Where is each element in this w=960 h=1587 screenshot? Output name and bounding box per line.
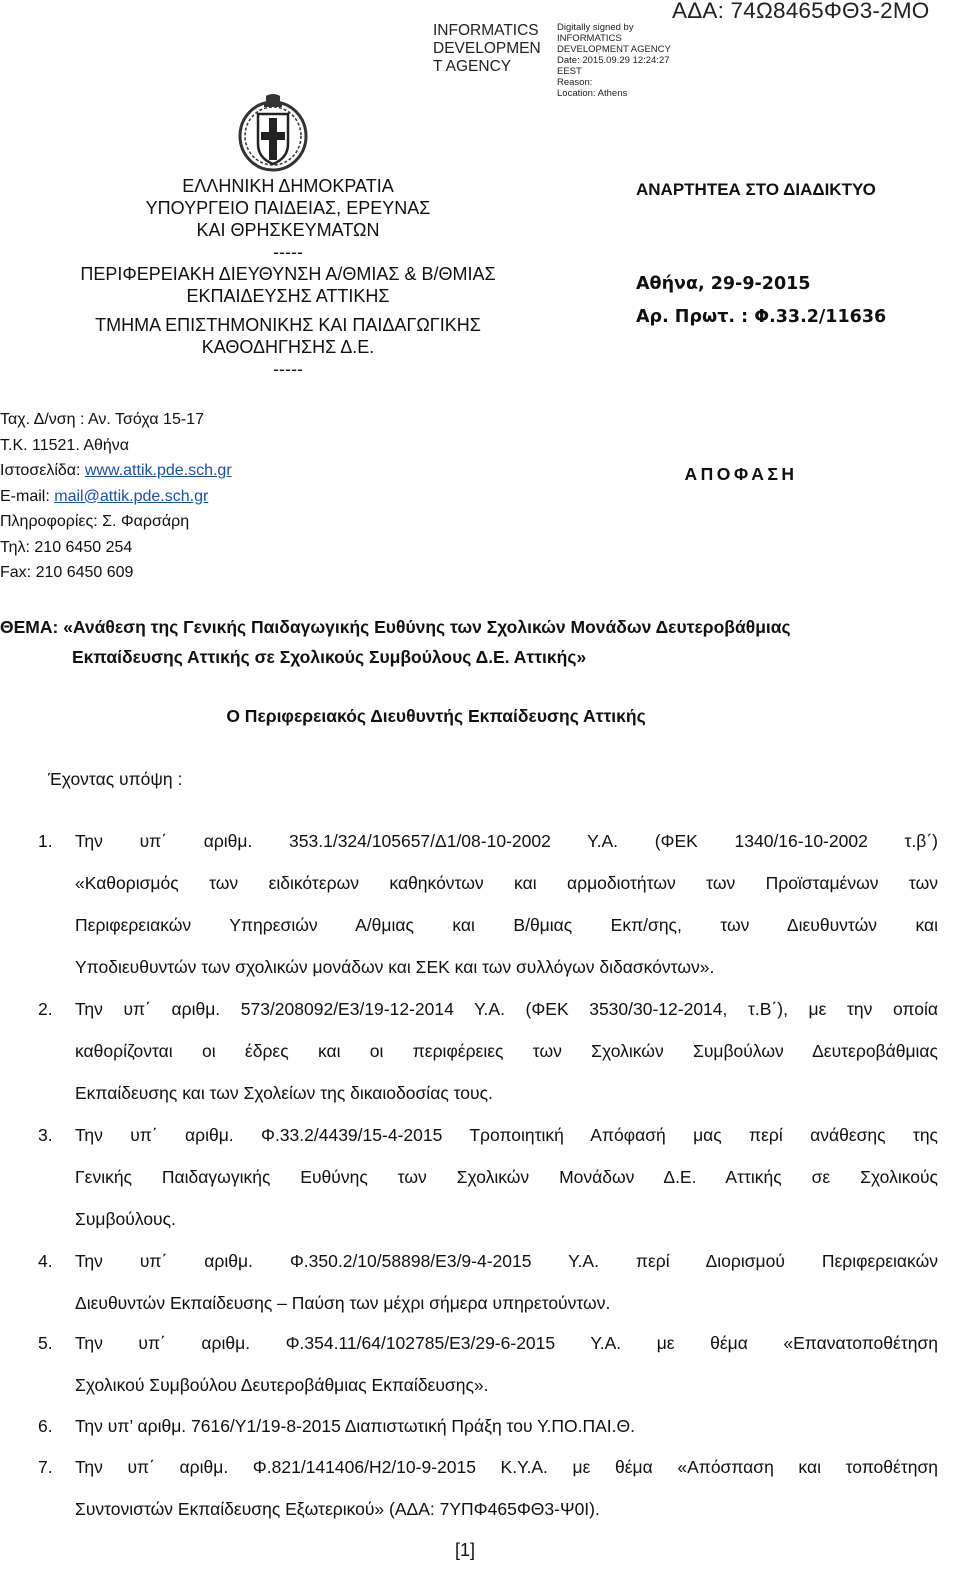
contact-fax: Fax: 210 6450 609 — [0, 564, 134, 581]
item-line: Διευθυντών Εκπαίδευσης – Παύση των μέχρι σήμερα υπηρετούντων. — [75, 1293, 611, 1313]
website-link[interactable]: www.attik.pde.sch.gr — [84, 462, 232, 479]
item-line: Την υπ’ αριθμ. 7616/Υ1/19-8-2015 Διαπιστωτική Πράξη του Υ.ΠΟ.ΠΑΙ.Θ. — [75, 1416, 635, 1436]
item-number: 1. — [38, 831, 53, 851]
signature-detail-line: Digitally signed by — [557, 22, 634, 33]
signature-details — [557, 22, 671, 99]
signature-detail-line: EEST — [557, 66, 582, 77]
authority-line: ΚΑΙ ΘΡΗΣΚΕΥΜΑΤΩΝ — [196, 220, 380, 240]
contact-info: Πληροφορίες: Σ. Φαρσάρη — [0, 513, 190, 530]
subject — [0, 612, 950, 672]
website-label: Ιστοσελίδα: — [0, 462, 85, 479]
item-line: «Καθορισμός των ειδικότερων καθηκόντων και αρμοδιοτήτων των Προϊσταμένων των — [75, 873, 938, 893]
item-line: Υποδιευθυντών των σχολικών μονάδων και ΣΕΚ και των συλλόγων διδασκόντων». — [75, 957, 715, 977]
ada-code: ΑΔΑ: 74Ω8465ΦΘ3-2ΜΟ — [672, 0, 930, 23]
item-line: Εκπαίδευσης και των Σχολείων της δικαιοδοσίας τους. — [75, 1083, 493, 1103]
item-line: καθορίζονται οι έδρες και οι περιφέρειες των Σχολικών Συμβούλων Δευτεροβάθμιας — [75, 1041, 938, 1061]
item-line: Γενικής Παιδαγωγικής Ευθύνης των Σχολικών Μονάδων Δ.Ε. Αττικής σε Σχολικούς — [75, 1167, 938, 1187]
item-line: Συντονιστών Εκπαίδευσης Εξωτερικού» (ΑΔΑ: 7ΥΠΦ465ΦΘ3-Ψ0Ι). — [75, 1499, 600, 1519]
subject-line: ΘΕΜΑ: «Ανάθεση της Γενικής Παιδαγωγικής Ευθύνης των Σχολικών Μονάδων Δευτεροβάθμιας — [0, 617, 791, 637]
item-text — [75, 1240, 938, 1324]
regional-director-heading: Ο Περιφερειακός Διευθυντής Εκπαίδευσης Αττικής — [226, 706, 646, 726]
signature-signer-name — [433, 22, 551, 76]
considered-item — [38, 1446, 938, 1530]
contact-website-row — [0, 458, 232, 484]
considered-item — [38, 820, 938, 988]
email-label: E-mail: — [0, 487, 55, 505]
considered-item — [38, 988, 938, 1114]
email-link[interactable]: mail@attik.pde.sch.gr — [54, 487, 209, 505]
authority-separator: ----- — [273, 359, 303, 379]
item-number: 3. — [38, 1125, 53, 1145]
document-date: Αθήνα, 29-9-2015 — [636, 274, 811, 294]
considered-item — [38, 1405, 938, 1447]
item-line: Την υπ΄ αριθμ. Φ.821/141406/Η2/10-9-2015 Κ.Υ.Α. με θέμα «Απόσπαση και τοποθέτηση — [75, 1457, 938, 1477]
item-line: Περιφερειακών Υπηρεσιών Α/θμιας και Β/θμιας Εκπ/σης, των Διευθυντών και — [75, 915, 938, 935]
internet-posting-notice: ΑΝΑΡΤΗΤΕΑ ΣΤΟ ΔΙΑΔΙΚΤΥΟ — [636, 180, 876, 199]
considered-item — [38, 1322, 938, 1406]
decision-title: ΑΠΟΦΑΣΗ — [684, 464, 798, 484]
authority-line: ΕΛΛΗΝΙΚΗ ΔΗΜΟΚΡΑΤΙΑ — [182, 176, 394, 196]
page-number: [1] — [455, 1540, 476, 1560]
item-line: Την υπ΄ αριθμ. Φ.33.2/4439/15-4-2015 Τροποιητική Απόφασή μας περί ανάθεσης της — [75, 1125, 938, 1145]
contact-tel: Τηλ: 210 6450 254 — [0, 538, 133, 556]
signature-detail-line: Reason: — [557, 77, 593, 88]
contact-block — [0, 407, 232, 586]
item-line: Την υπ΄ αριθμ. Φ.350.2/10/58898/Ε3/9-4-2015 Υ.Α. περί Διορισμού Περιφερειακών — [75, 1251, 938, 1271]
signature-name-line: INFORMATICS — [433, 22, 539, 39]
authority-line: ΚΑΘΟΔΗΓΗΣΗΣ Δ.Ε. — [201, 337, 375, 357]
authority-header — [28, 175, 548, 380]
item-number: 6. — [38, 1416, 53, 1436]
item-text — [75, 1446, 938, 1530]
item-text — [75, 1114, 938, 1240]
authority-line: ΕΚΠΑΙΔΕΥΣΗΣ ΑΤΤΙΚΗΣ — [186, 286, 390, 306]
authority-line: ΠΕΡΙΦΕΡΕΙΑΚΗ ΔΙΕΥΘΥΝΣΗ Α/ΘΜΙΑΣ & Β/ΘΜΙΑΣ — [80, 264, 496, 284]
item-line: Σχολικού Συμβούλου Δευτεροβάθμιας Εκπαίδευσης». — [75, 1375, 489, 1395]
item-text — [75, 988, 938, 1114]
item-line: Την υπ΄ αριθμ. Φ.354.11/64/102785/Ε3/29-6-2015 Υ.Α. με θέμα «Επανατοποθέτηση — [75, 1333, 938, 1353]
contact-email-row — [0, 484, 232, 510]
considered-item — [38, 1240, 938, 1324]
signature-detail-line: Location: Athens — [557, 88, 628, 99]
item-text — [75, 1405, 938, 1447]
authority-separator: ----- — [273, 242, 303, 262]
item-text — [75, 1322, 938, 1406]
item-text — [75, 820, 938, 988]
signature-detail-line: INFORMATICS — [557, 33, 622, 44]
item-number: 2. — [38, 999, 53, 1019]
having-considered-label: Έχοντας υπόψη : — [48, 769, 183, 789]
item-number: 5. — [38, 1333, 53, 1353]
signature-name-line: DEVELOPMEN — [433, 40, 541, 57]
item-line: Την υπ΄ αριθμ. 353.1/324/105657/Δ1/08-10-2002 Υ.Α. (ΦΕΚ 1340/16-10-2002 τ.β΄) — [75, 831, 938, 851]
authority-line: ΥΠΟΥΡΓΕΙΟ ΠΑΙΔΕΙΑΣ, ΕΡΕΥΝΑΣ — [145, 198, 431, 218]
contact-postcode: Τ.Κ. 11521. Αθήνα — [0, 436, 130, 454]
signature-detail-line: DEVELOPMENT AGENCY — [557, 44, 671, 55]
signature-detail-line: Date: 2015.09.29 12:24:27 — [557, 55, 670, 66]
signature-name-line: T AGENCY — [433, 58, 512, 75]
item-number: 4. — [38, 1251, 53, 1271]
subject-line: Εκπαίδευσης Αττικής σε Σχολικούς Συμβούλους Δ.Ε. Αττικής» — [72, 647, 587, 667]
item-number: 7. — [38, 1457, 53, 1477]
item-line: Συμβούλους. — [75, 1209, 176, 1229]
greek-emblem-icon — [236, 92, 310, 172]
protocol-number: Αρ. Πρωτ. : Φ.33.2/11636 — [636, 307, 887, 327]
authority-line: ΤΜΗΜΑ ΕΠΙΣΤΗΜΟΝΙΚΗΣ ΚΑΙ ΠΑΙΔΑΓΩΓΙΚΗΣ — [95, 315, 481, 335]
item-line: Την υπ΄ αριθμ. 573/208092/Ε3/19-12-2014 Υ.Α. (ΦΕΚ 3530/30-12-2014, τ.Β΄), με την οποία — [75, 999, 938, 1019]
considered-item — [38, 1114, 938, 1240]
contact-address: Ταχ. Δ/νση : Αν. Τσόχα 15-17 — [0, 411, 204, 428]
